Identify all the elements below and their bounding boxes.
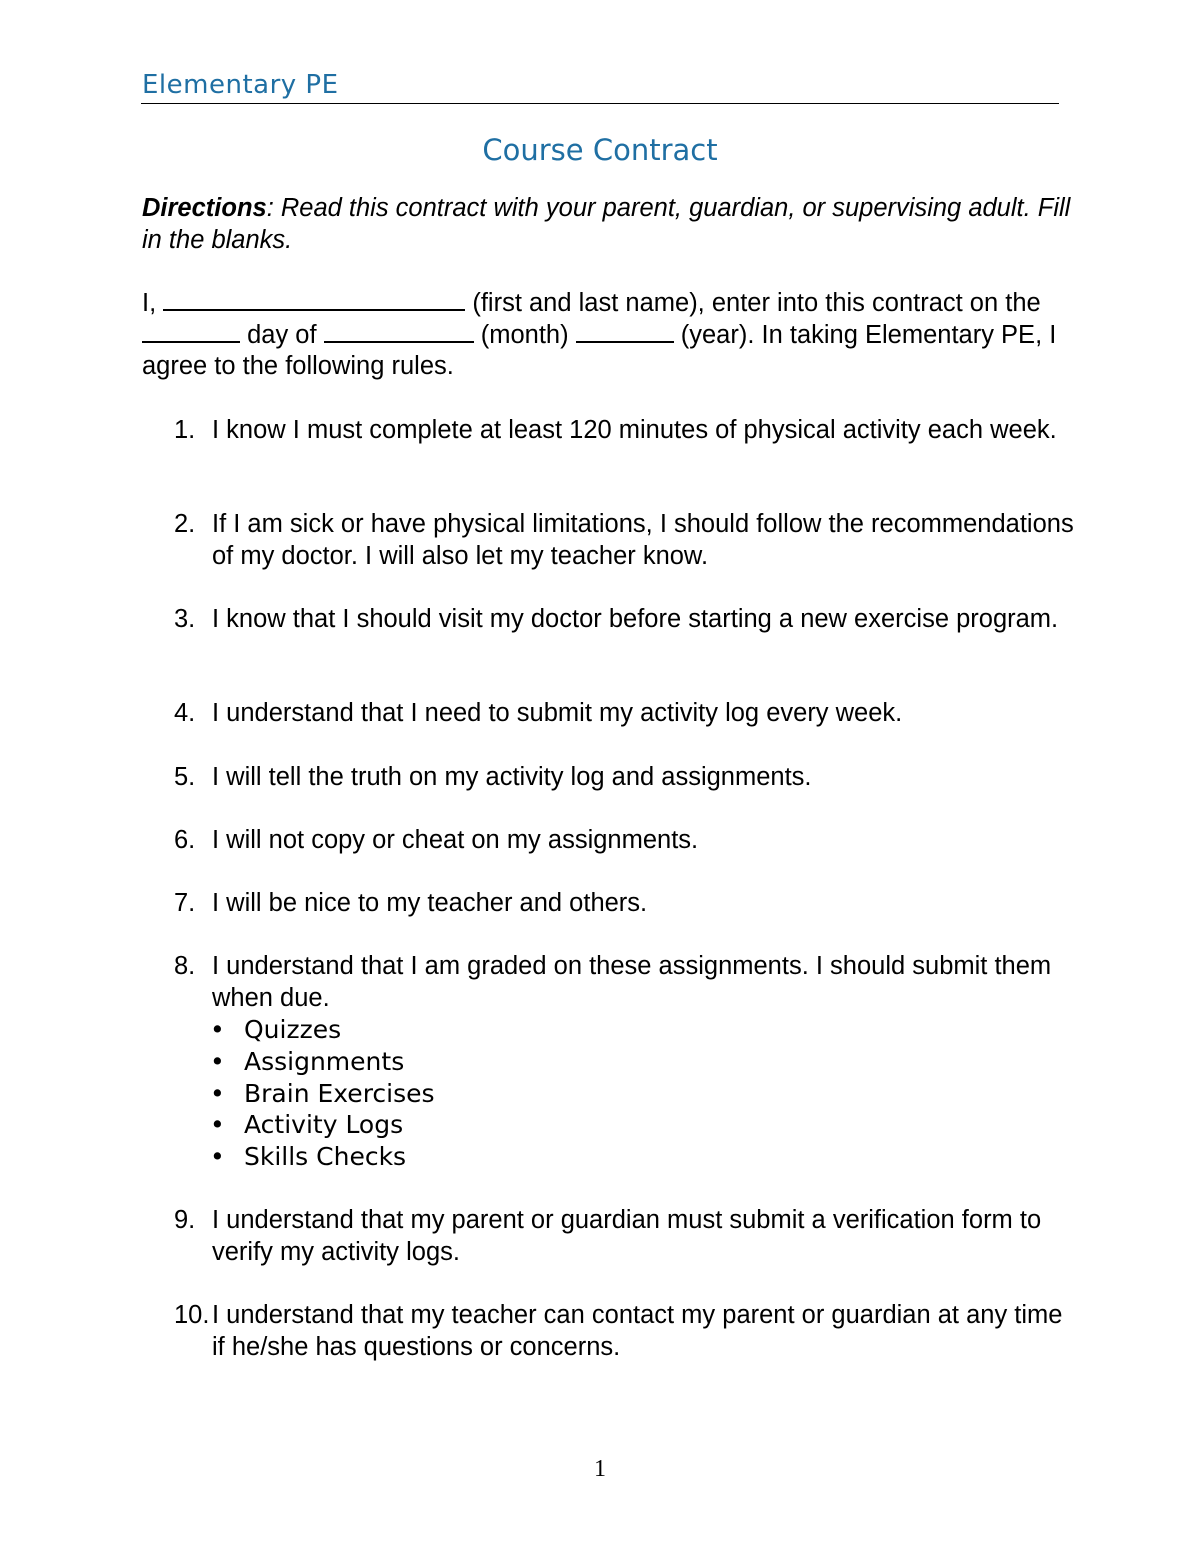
intro-text-4: (month) bbox=[473, 320, 576, 349]
rule-item bbox=[174, 415, 1074, 447]
month-blank[interactable] bbox=[324, 321, 474, 343]
document-header: Elementary PE bbox=[142, 70, 339, 100]
list-item bbox=[174, 1078, 1074, 1110]
rule-text: I will be nice to my teacher and others. bbox=[212, 889, 648, 917]
list-item bbox=[174, 1141, 1074, 1173]
bullet-icon: • bbox=[210, 1046, 225, 1076]
rule-text: If I am sick or have physical limitations, I should follow the recommendations of my doctor. I will also let my teacher know. bbox=[212, 510, 1074, 570]
rule-number: 10. bbox=[174, 1301, 210, 1329]
rule-number: 7. bbox=[174, 889, 196, 917]
rule-text: I understand that my parent or guardian must submit a verification form to verify my activity logs. bbox=[212, 1206, 1042, 1266]
graded-items-list bbox=[174, 1014, 1074, 1173]
rule-text: I know I must complete at least 120 minutes of physical activity each week. bbox=[212, 416, 1057, 444]
year-blank[interactable] bbox=[576, 321, 674, 343]
intro-paragraph bbox=[142, 288, 1072, 383]
day-blank[interactable] bbox=[142, 321, 240, 343]
rule-text: I understand that I am graded on these assignments. I should submit them when due. bbox=[212, 952, 1052, 1012]
rule-item bbox=[174, 951, 1074, 1173]
intro-text-5: (year). In taking Elementary PE, I agree to the following rules. bbox=[142, 320, 1057, 380]
intro-text-3: day of bbox=[240, 320, 324, 349]
name-blank[interactable] bbox=[163, 289, 465, 311]
bullet-icon: • bbox=[210, 1142, 225, 1172]
rule-item bbox=[174, 888, 1074, 920]
directions-paragraph bbox=[142, 193, 1072, 256]
list-item-label: Skills Checks bbox=[244, 1142, 407, 1172]
bullet-icon: • bbox=[210, 1110, 225, 1140]
rule-number: 9. bbox=[174, 1206, 196, 1234]
rule-number: 3. bbox=[174, 605, 196, 633]
rule-item bbox=[174, 509, 1074, 572]
page-title: Course Contract bbox=[482, 133, 718, 167]
rule-number: 8. bbox=[174, 952, 196, 980]
rule-number: 6. bbox=[174, 826, 196, 854]
list-item bbox=[174, 1014, 1074, 1046]
rule-text: I understand that my teacher can contact my parent or guardian at any time if he/she has questions or concerns. bbox=[212, 1301, 1063, 1361]
intro-text-2: (first and last name), enter into this contract on the bbox=[465, 289, 1041, 317]
rule-number: 5. bbox=[174, 763, 196, 791]
rule-text: I know that I should visit my doctor before starting a new exercise program. bbox=[212, 605, 1059, 633]
list-item-label: Quizzes bbox=[244, 1015, 342, 1044]
rule-item bbox=[174, 825, 1074, 857]
rule-item bbox=[174, 1205, 1074, 1268]
rule-item bbox=[174, 698, 1074, 730]
rule-number: 4. bbox=[174, 699, 196, 727]
directions-text: : Read this contract with your parent, guardian, or supervising adult. Fill in the blanks. bbox=[142, 194, 1071, 254]
rule-text: I will tell the truth on my activity log and assignments. bbox=[212, 763, 812, 791]
intro-text-1: I, bbox=[142, 289, 164, 317]
rule-item bbox=[174, 604, 1074, 636]
list-item bbox=[174, 1109, 1074, 1141]
directions-label: Directions bbox=[142, 194, 267, 222]
rule-item bbox=[174, 762, 1074, 794]
list-item-label: Assignments bbox=[244, 1046, 405, 1076]
rule-text: I will not copy or cheat on my assignments. bbox=[212, 826, 699, 854]
list-item-label: Brain Exercises bbox=[244, 1078, 435, 1108]
rule-number: 1. bbox=[174, 416, 196, 444]
page-number: 1 bbox=[594, 1456, 606, 1482]
rule-text: I understand that I need to submit my activity log every week. bbox=[212, 699, 903, 727]
bullet-icon: • bbox=[210, 1015, 225, 1044]
header-divider bbox=[141, 103, 1059, 104]
list-item-label: Activity Logs bbox=[244, 1110, 404, 1140]
list-item bbox=[174, 1046, 1074, 1078]
bullet-icon: • bbox=[210, 1078, 225, 1108]
rule-item bbox=[174, 1300, 1074, 1363]
rule-number: 2. bbox=[174, 510, 196, 538]
